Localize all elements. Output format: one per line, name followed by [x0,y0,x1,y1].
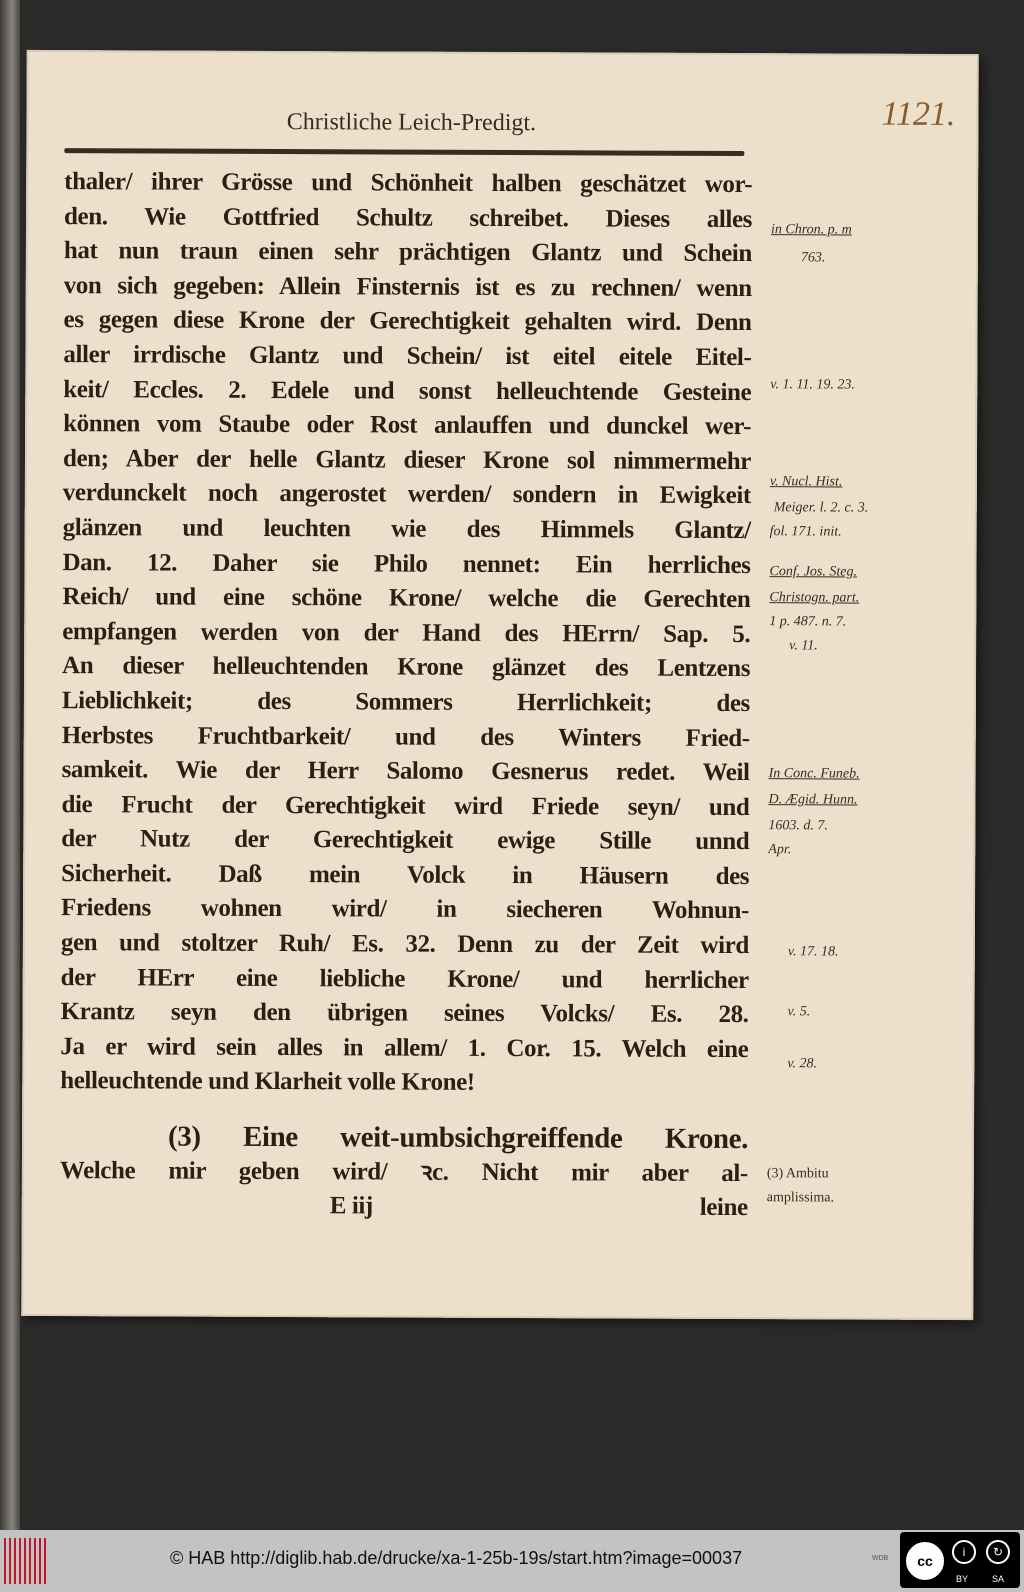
text-line: keit/ Eccles. 2. Edele und sonst helleuchtende Gesteine [63,375,752,406]
text-line: der HErr eine liebliche Krone/ und herrlicher [60,963,749,994]
adjacent-page-edge [0,0,20,1530]
margin-note: v. 11. [789,638,818,654]
margin-note: (3) Ambitu [766,1166,829,1182]
text-line: Dan. 12. Daher sie Philo nennet: Ein herrliches [62,548,751,579]
margin-note: 1 p. 487. n. 7. [769,614,847,630]
text-line: An dieser helleuchtenden Krone glänzet des Lentzens [62,652,751,683]
margin-note: Conf. Jos. Steg. [769,564,858,580]
text-line: thaler/ ihrer Grösse und Schönheit halben geschätzet wor- [64,168,753,199]
text-line: können vom Staube oder Rost anlauffen und dunckel wer- [63,410,752,441]
text-line: hat nun traun einen sehr prächtigen Glantz und Schein [63,237,752,268]
text-line: Friedens wohnen wird/ in siecheren Wohnun- [60,894,750,925]
margin-note: v. 1. 11. 19. 23. [770,377,855,393]
cc-icon: cc [906,1542,944,1580]
text-line: verdunckelt noch angerostet werden/ sondern in Ewigkeit [62,479,751,510]
text-line: es gegen diese Krone der Gerechtigkeit gehalten wird. Denn [63,306,752,337]
running-header: Christliche Leich-Predigt. [286,109,537,137]
text-line: Sicherheit. Daß mein Volck in Häusern des [61,859,750,890]
margin-note: Apr. [768,842,792,858]
text-line: samkeit. Wie der Herr Salomo Gesnerus redet. Weil [61,756,750,787]
page-foot [60,1188,748,1226]
wdb-label: WDB [872,1555,889,1562]
sa-icon: ↻ [986,1540,1010,1564]
header-rule [64,148,744,156]
text-line: Krantz seyn den übrigen seines Volcks/ Es. 28. [60,998,749,1029]
margin-note: Meiger. l. 2. c. 3. [773,500,869,516]
margin-note: in Chron. p. m [770,222,852,238]
margin-note: amplissima. [766,1190,835,1206]
text-line: den; Aber der helle Glantz dieser Krone sol nimmermehr [62,444,752,475]
text-line: Herbstes Fruchtbarkeit/ und des Winters Fried- [61,721,750,752]
hab-logo-icon [4,1538,46,1584]
catchword: leine [699,1194,748,1222]
text-line: den. Wie Gottfried Schultz schreibet. Dieses alles [63,202,753,233]
text-line: Welche mir geben wird/ ꝛc. Nicht mir aber al- [59,1156,748,1187]
cc-license-badge[interactable] [900,1532,1020,1588]
by-label: BY [956,1574,969,1584]
margin-note: 763. [800,250,826,266]
text-line: Lieblichkeit; des Sommers Herrlichkeit; des [61,686,750,717]
text-line: Reich/ und eine schöne Krone/ welche die Gerechten [62,583,751,614]
margin-note: v. 5. [787,1004,811,1020]
body-text [60,165,753,1226]
text-line: empfangen werden von der Hand des HErrn/ Sap. 5. [62,617,751,648]
margin-note: Christogn. part. [769,590,860,606]
text-line: helleuchtende und Klarheit volle Krone! [60,1067,475,1097]
copyright-link[interactable]: © HAB http://diglib.hab.de/drucke/xa-1-25b-19s/start.htm?image=00037 [170,1548,743,1568]
text-line: Ja er wird sein alles in allem/ 1. Cor. 15. Welch eine [60,1032,749,1063]
margin-note: 1603. d. 7. [768,818,828,834]
text-line: gen und stoltzer Ruh/ Es. 32. Denn zu der Zeit wird [60,929,749,960]
text-line: glänzen und leuchten wie des Himmels Glantz/ [62,514,751,545]
margin-note: v. 28. [787,1056,818,1072]
margin-note: fol. 171. init. [769,524,842,540]
text-line: aller irrdische Glantz und Schein/ ist eitel eitele Eitel- [63,341,752,372]
by-icon: i [952,1540,976,1564]
text-line: von sich gegeben: Allein Finsternis ist es zu rechnen/ wenn [63,271,752,302]
footer-bar [0,1530,1024,1592]
text-line: der Nutz der Gerechtigkeit ewige Stille unnd [61,825,750,856]
section-heading: (3) Eine weit-umbsichgreiffende Krone. [167,1120,749,1156]
margin-note: v. 17. 18. [787,944,839,960]
margin-note: In Conc. Funeb. [768,766,860,782]
folio-number: 1121. [881,95,956,133]
margin-note: v. Nucl. Hist. [769,474,843,490]
margin-note: D. Ægid. Hunn. [768,792,858,808]
text-line: die Frucht der Gerechtigkeit wird Friede seyn/ und [61,790,750,821]
signature-mark: E iij [329,1192,373,1220]
scanned-page [21,50,979,1320]
sa-label: SA [992,1574,1005,1584]
